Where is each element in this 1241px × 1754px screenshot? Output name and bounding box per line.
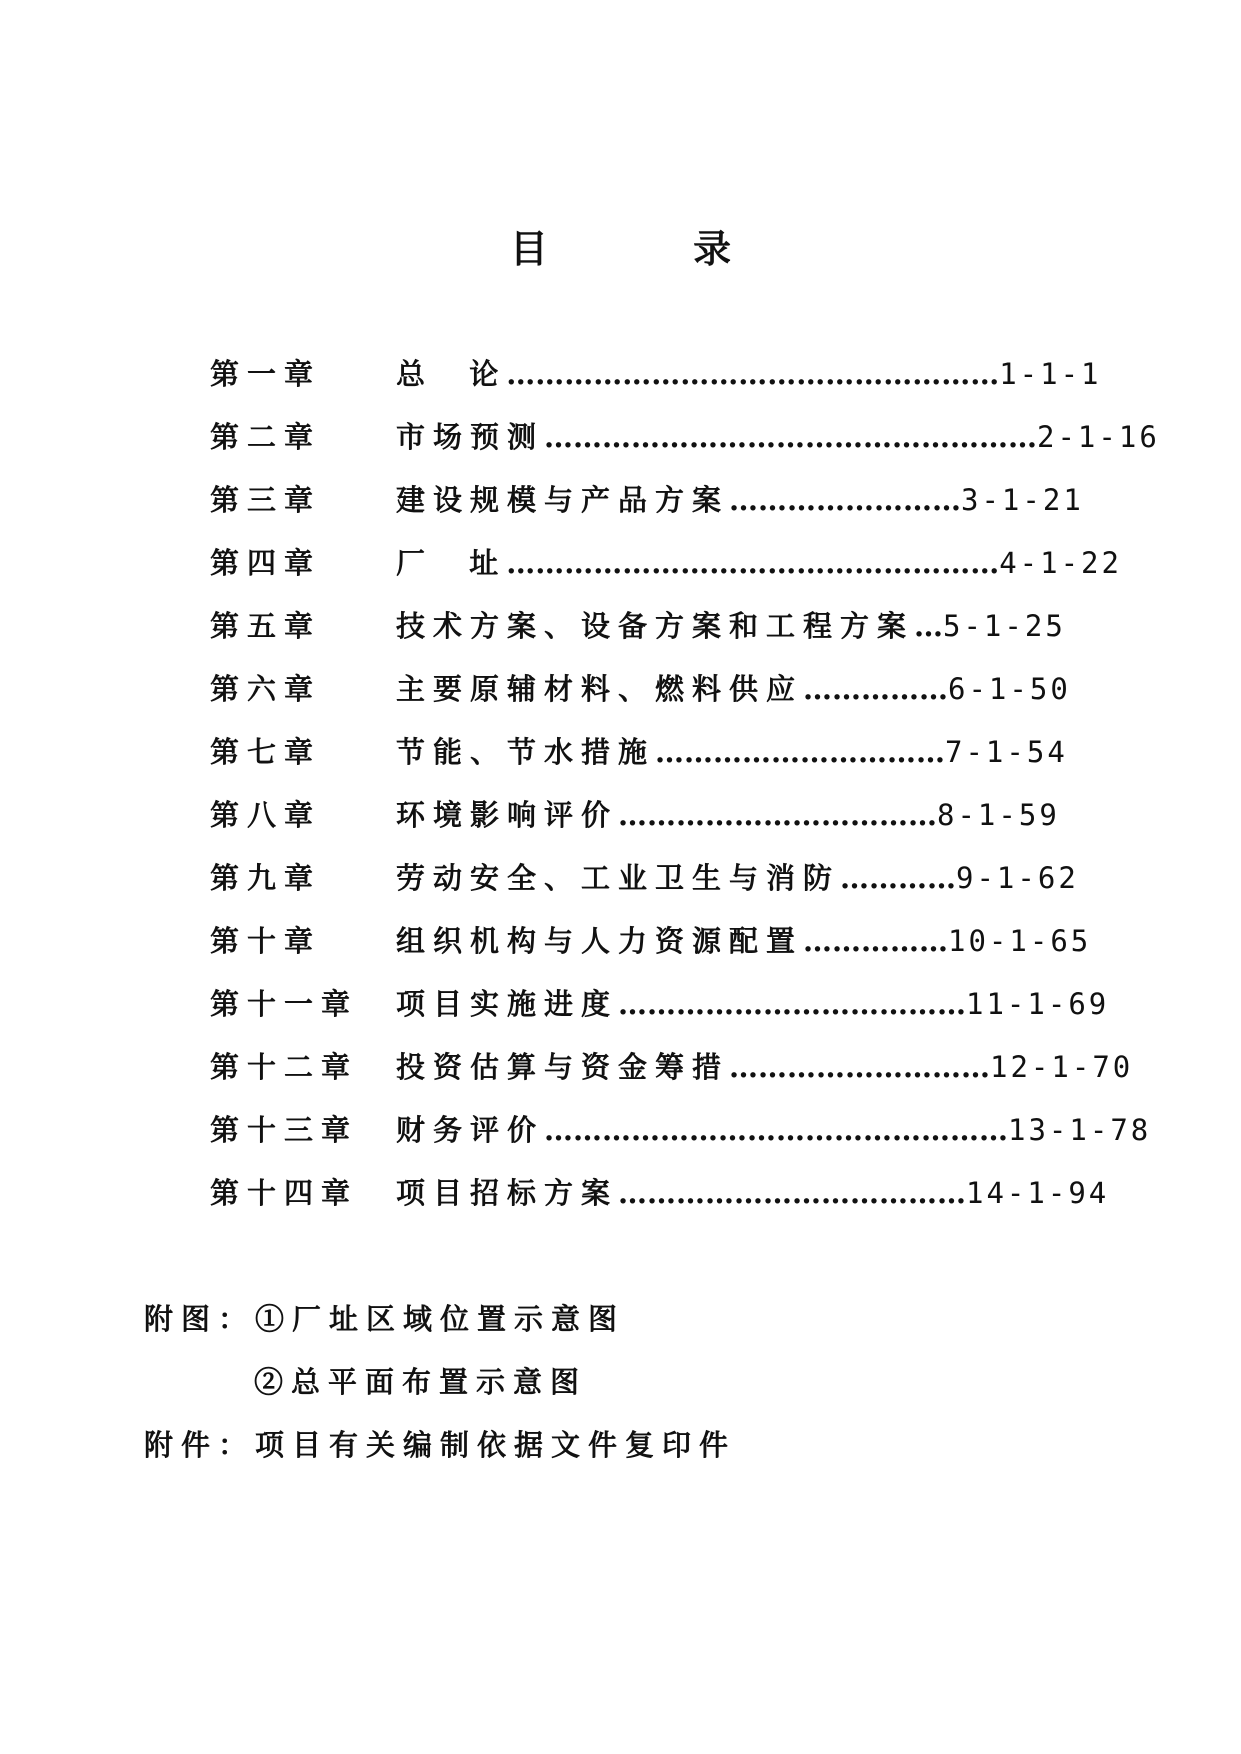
toc-page-number: 10-1-65 — [948, 924, 1092, 958]
toc-row[interactable] — [0, 1108, 1241, 1148]
toc-chapter-number: 第十三章 — [210, 1113, 359, 1147]
toc-entry — [396, 667, 1241, 708]
toc-chapter-title: 项目实施进度 — [396, 987, 619, 1021]
toc-leader-dots: …………………………………………… — [506, 546, 1000, 580]
toc-entry — [396, 982, 1241, 1023]
toc-entry — [396, 1108, 1241, 1149]
toc-chapter-title: 组织机构与人力资源配置 — [396, 924, 804, 958]
appendix-attachments-label: 附件： — [144, 1428, 256, 1462]
toc-leader-dots: ………… — [840, 861, 957, 895]
toc-chapter-title: 厂 址 — [396, 546, 507, 580]
toc-chapter-number: 第八章 — [210, 798, 322, 832]
toc-page-number: 11-1-69 — [966, 987, 1110, 1021]
toc-leader-dots: …………………………… — [618, 798, 938, 832]
toc-page-number: 5-1-25 — [943, 609, 1066, 643]
toc-chapter-title: 项目招标方案 — [396, 1176, 619, 1210]
toc-page-number: 7-1-54 — [945, 735, 1068, 769]
toc-leader-dots: ………………………… — [655, 735, 946, 769]
toc-chapter-title: 建设规模与产品方案 — [396, 483, 730, 517]
toc-chapter-number: 第一章 — [210, 357, 322, 391]
toc-leader-dots: …………… — [803, 672, 949, 706]
toc-chapter-title: 环境影响评价 — [396, 798, 619, 832]
appendix-figures-line — [144, 1297, 625, 1338]
toc-entry — [396, 604, 1241, 645]
toc-chapter-number: 第十一章 — [210, 987, 359, 1021]
toc-row[interactable] — [0, 541, 1241, 581]
toc-page-number: 2-1-16 — [1037, 420, 1160, 454]
toc-chapter-number: 第九章 — [210, 861, 322, 895]
toc-page-number: 3-1-21 — [961, 483, 1084, 517]
toc-row[interactable] — [0, 667, 1241, 707]
toc-page-number: 1-1-1 — [999, 357, 1102, 391]
toc-leader-dots: ……………………………… — [618, 987, 967, 1021]
toc-entry — [396, 793, 1241, 834]
toc-page-number: 12-1-70 — [990, 1050, 1134, 1084]
toc-row[interactable] — [0, 793, 1241, 833]
toc-row[interactable] — [0, 730, 1241, 770]
appendix-figures-label: 附图： — [144, 1302, 256, 1336]
toc-page-number: 14-1-94 — [966, 1176, 1110, 1210]
toc-row[interactable] — [0, 1171, 1241, 1211]
toc-entry — [396, 856, 1241, 897]
toc-leader-dots: … — [914, 609, 944, 643]
toc-entry — [396, 415, 1241, 456]
toc-chapter-title: 财务评价 — [396, 1113, 545, 1147]
toc-page-number: 8-1-59 — [937, 798, 1060, 832]
toc-chapter-title: 节能、节水措施 — [396, 735, 656, 769]
appendix-attachments-line — [144, 1423, 736, 1464]
toc-chapter-title: 技术方案、设备方案和工程方案 — [396, 609, 915, 643]
toc-chapter-number: 第三章 — [210, 483, 322, 517]
toc-chapter-number: 第五章 — [210, 609, 322, 643]
toc-row[interactable] — [0, 982, 1241, 1022]
toc-leader-dots: ……………………… — [729, 1050, 991, 1084]
toc-chapter-number: 第十章 — [210, 924, 322, 958]
toc-leader-dots: ………………………………………… — [544, 1113, 1009, 1147]
toc-chapter-title: 主要原辅材料、燃料供应 — [396, 672, 804, 706]
toc-chapter-number: 第六章 — [210, 672, 322, 706]
toc-entry — [396, 1045, 1241, 1086]
toc-chapter-title: 投资估算与资金筹措 — [396, 1050, 730, 1084]
toc-entry — [396, 730, 1241, 771]
toc-leader-dots: …………………………………………… — [506, 357, 1000, 391]
toc-chapter-number: 第十四章 — [210, 1176, 359, 1210]
toc-entry — [396, 541, 1241, 582]
toc-page-number: 9-1-62 — [956, 861, 1079, 895]
toc-page-number: 13-1-78 — [1008, 1113, 1152, 1147]
toc-chapter-title: 劳动安全、工业卫生与消防 — [396, 861, 841, 895]
toc-leader-dots: …………………………………………… — [544, 420, 1038, 454]
toc-chapter-title: 市场预测 — [396, 420, 545, 454]
appendix-figure-line — [254, 1360, 587, 1401]
toc-chapter-number: 第二章 — [210, 420, 322, 454]
toc-leader-dots: ……………………………… — [618, 1176, 967, 1210]
toc-chapter-number: 第七章 — [210, 735, 322, 769]
toc-leader-dots: …………… — [803, 924, 949, 958]
toc-row[interactable] — [0, 604, 1241, 644]
toc-row[interactable] — [0, 856, 1241, 896]
toc-row[interactable] — [0, 352, 1241, 392]
toc-entry — [396, 919, 1241, 960]
toc-chapter-title: 总 论 — [396, 357, 507, 391]
toc-page-number: 4-1-22 — [999, 546, 1122, 580]
page-title: 目 录 — [509, 226, 798, 271]
toc-entry — [396, 478, 1241, 519]
toc-row[interactable] — [0, 919, 1241, 959]
toc-page-number: 6-1-50 — [948, 672, 1071, 706]
appendix-attachment-item: 项目有关编制依据文件复印件 — [255, 1428, 737, 1462]
appendix-figure-item: ②总平面布置示意图 — [254, 1365, 588, 1399]
toc-entry — [396, 352, 1241, 393]
toc-chapter-number: 第十二章 — [210, 1050, 359, 1084]
toc-row[interactable] — [0, 415, 1241, 455]
toc-entry — [396, 1171, 1241, 1212]
toc-leader-dots: …………………… — [729, 483, 962, 517]
toc-row[interactable] — [0, 478, 1241, 518]
toc-chapter-number: 第四章 — [210, 546, 322, 580]
toc-row[interactable] — [0, 1045, 1241, 1085]
appendix-figure-item: ①厂址区域位置示意图 — [255, 1302, 626, 1336]
